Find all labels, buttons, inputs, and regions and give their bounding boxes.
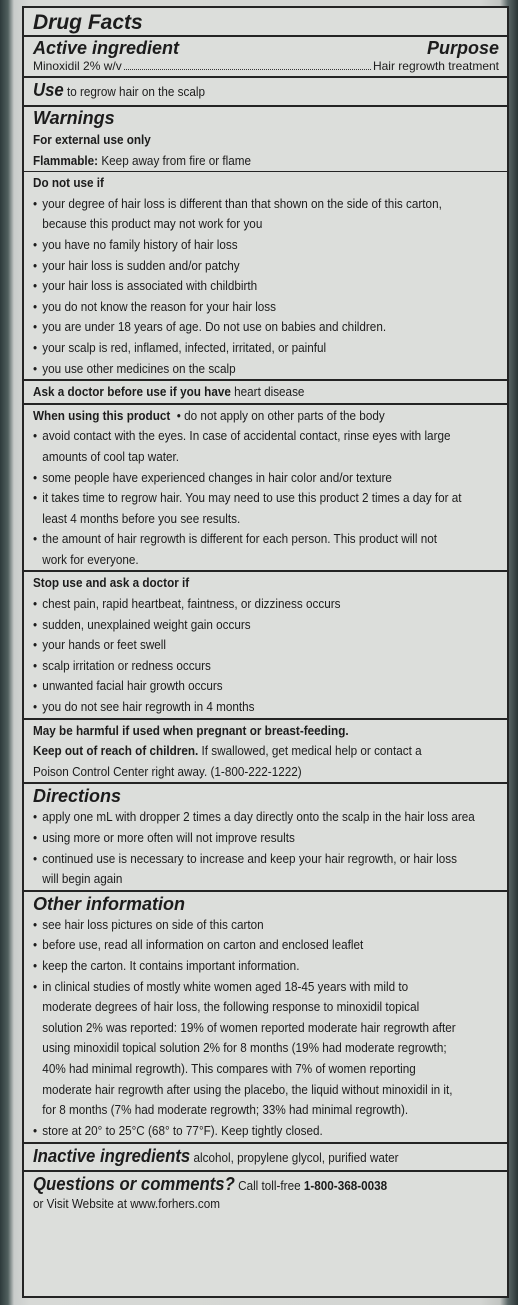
use-section	[24, 78, 507, 107]
directions-item: • apply one mL with dropper 2 times a day directly onto the scalp in the hair loss area	[33, 807, 506, 828]
title-section	[24, 8, 507, 35]
when-using-item: • some people have experienced changes in hair color and/or texture	[33, 468, 506, 489]
when-using-item: work for everyone.	[42, 552, 139, 567]
stop-use-section	[24, 572, 507, 719]
inactive-heading: Inactive ingredients	[33, 1146, 191, 1167]
do-not-use-heading: Do not use if	[33, 176, 104, 191]
when-using-item: • avoid contact with the eyes. In case of accidental contact, rinse eyes with large	[33, 426, 506, 447]
use-label: Use	[33, 80, 64, 100]
keep-out-label: Keep out of reach of children.	[33, 744, 199, 759]
when-using-item: least 4 months before you see results.	[42, 511, 241, 526]
other-info-heading: Other information	[33, 893, 185, 914]
other-info-list	[33, 915, 499, 1142]
other-info-item: 40% had minimal regrowth). This compares with 7% of women reporting	[42, 1061, 416, 1076]
when-using-first: do not apply on other parts of the body	[184, 408, 385, 423]
do-not-use-list	[33, 194, 499, 379]
when-using-item: • it takes time to regrow hair. You may need to use this product 2 times a day for at	[33, 488, 506, 509]
use-text: to regrow hair on the scalp	[66, 85, 206, 99]
other-info-item: • before use, read all information on carton and enclosed leaflet	[33, 935, 506, 956]
do-not-use-item: • you do not know the reason for your hair loss	[33, 297, 506, 318]
questions-phone: 1-800-368-0038	[303, 1178, 388, 1193]
directions-item: • using more or more often will not improve results	[33, 828, 506, 849]
questions-heading: Questions or comments?	[33, 1173, 235, 1194]
other-info-item: • see hair loss pictures on side of this carton	[33, 915, 506, 936]
do-not-use-item: • you use other medicines on the scalp	[33, 359, 506, 380]
flammable-label: Flammable:	[33, 153, 99, 168]
ask-doctor-label: Ask a doctor before use if you have	[33, 385, 231, 400]
stop-use-item: • your hands or feet swell	[33, 635, 506, 656]
do-not-use-item: because this product may not work for you	[42, 217, 263, 232]
flammable-text: Keep away from fire or flame	[101, 153, 252, 168]
questions-web: or Visit Website at www.forhers.com	[33, 1196, 221, 1211]
warnings-heading: Warnings	[33, 108, 115, 128]
when-using-heading: When using this product	[33, 408, 171, 423]
when-using-list	[33, 426, 499, 570]
when-using-item: • the amount of hair regrowth is different for each person. This product will not	[33, 529, 506, 550]
questions-call: Call toll-free	[238, 1178, 301, 1193]
other-info-item: • in clinical studies of mostly white women aged 18-45 years with mild to	[33, 977, 506, 998]
leader-dots	[124, 68, 371, 70]
pregnancy-section	[24, 720, 507, 785]
stop-use-item: • sudden, unexplained weight gain occurs	[33, 615, 506, 636]
active-ingredient-value: Minoxidil 2% w/v	[33, 59, 122, 73]
do-not-use-item: • you are under 18 years of age. Do not use on babies and children.	[33, 317, 506, 338]
ask-doctor-text: heart disease	[234, 385, 305, 400]
directions-item: • continued use is necessary to increase and keep your hair regrowth, or hair loss	[33, 849, 506, 870]
do-not-use-item: • you have no family history of hair loss	[33, 235, 506, 256]
stop-use-list	[33, 594, 499, 718]
directions-section	[24, 784, 507, 891]
ask-doctor-section	[24, 381, 507, 405]
inactive-section	[24, 1144, 507, 1172]
do-not-use-item: • your hair loss is associated with childbirth	[33, 276, 506, 297]
pregnancy-warning: May be harmful if used when pregnant or breast-feeding.	[33, 723, 349, 738]
directions-list	[33, 807, 499, 889]
do-not-use-item: • your scalp is red, inflamed, infected, irritated, or painful	[33, 338, 506, 359]
when-using-item: amounts of cool tap water.	[42, 449, 180, 464]
purpose-value: Hair regrowth treatment	[372, 59, 499, 73]
drug-facts-panel	[22, 6, 509, 1298]
directions-heading: Directions	[33, 786, 122, 807]
other-info-item: solution 2% was reported: 19% of women reported moderate hair regrowth after	[42, 1020, 456, 1035]
drug-facts-title: Drug Facts	[33, 11, 143, 34]
do-not-use-item: • your degree of hair loss is different than that shown on the side of this carton,	[33, 194, 506, 215]
warnings-section	[24, 107, 507, 172]
do-not-use-item: • your hair loss is sudden and/or patchy	[33, 256, 506, 277]
questions-section	[24, 1172, 507, 1215]
stop-use-item: • scalp irritation or redness occurs	[33, 656, 506, 677]
purpose-heading: Purpose	[426, 38, 499, 58]
poison-control: Poison Control Center right away. (1-800-222-1222)	[33, 764, 302, 779]
other-info-item: using minoxidil topical solution 2% for 8 months (19% had moderate regrowth;	[42, 1041, 447, 1056]
when-using-section: When using this product • do not apply on other parts of the body • avoid contact with the eyes. In case of accidental contact, rinse eyes with large amounts of cool tap water. • some people have experienced changes in hair color and/or texture • it takes time to regrow hair. You may need to use this product 2 times a day for at least 4 months before you see results. • the amount of hair regrowth is different for each person. This product will not work for everyone.	[24, 405, 507, 573]
other-info-section	[24, 892, 507, 1145]
stop-use-heading: Stop use and ask a doctor if	[33, 576, 190, 591]
other-info-item: • keep the carton. It contains important information.	[33, 956, 506, 977]
directions-item: will begin again	[42, 872, 123, 887]
active-ingredient-section	[24, 35, 507, 78]
external-use: For external use only	[33, 133, 151, 147]
keep-out-text: If swallowed, get medical help or contact a	[201, 744, 422, 759]
other-info-item: • store at 20° to 25°C (68° to 77°F). Keep tightly closed.	[33, 1121, 506, 1142]
stop-use-item: • you do not see hair regrowth in 4 months	[33, 697, 506, 718]
other-info-item: moderate hair regrowth after using the placebo, the liquid without minoxidil in it,	[42, 1082, 453, 1097]
other-info-item: moderate degrees of hair loss, the following response to minoxidil topical	[42, 1000, 420, 1015]
other-info-item: for 8 months (7% had moderate regrowth; 33% had minimal regrowth).	[42, 1103, 409, 1118]
inactive-text: alcohol, propylene glycol, purified water	[193, 1151, 399, 1166]
stop-use-item: • chest pain, rapid heartbeat, faintness, or dizziness occurs	[33, 594, 506, 615]
stop-use-item: • unwanted facial hair growth occurs	[33, 676, 506, 697]
active-ingredient-heading: Active ingredient	[33, 38, 180, 58]
do-not-use-section	[24, 172, 507, 381]
